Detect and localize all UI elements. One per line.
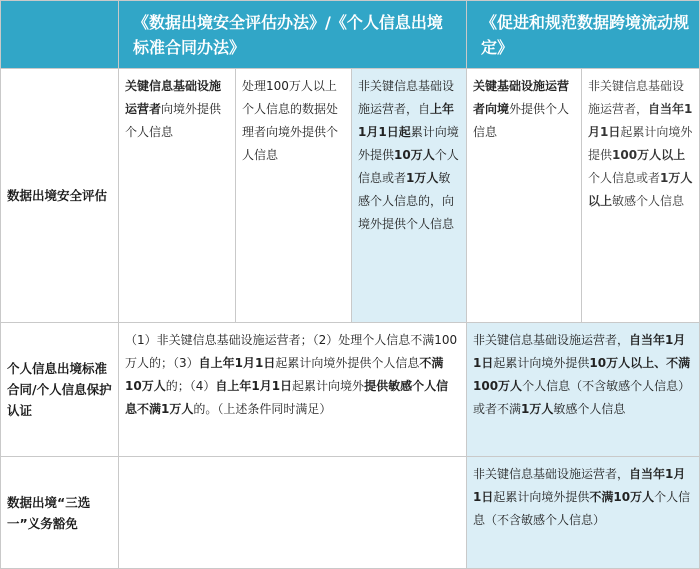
bold-text-segment: 关键基础设施运营者向境 [473,79,570,116]
text-segment: 的。（上述条件同时满足） [193,402,332,416]
text-segment: 个人信息或者 [358,148,459,185]
contract-cell-new-conditions [467,323,700,457]
row-exemption [1,457,700,569]
bold-text-segment: 关键信息基础设施运营者 [125,79,222,116]
assessment-cell-new-non-cii-threshold [582,69,700,323]
bold-text-segment: 不满10万人 [589,490,655,504]
text-segment: 起累计向境外提供个人信息 [275,356,420,370]
bold-text-segment: 自当年1月1日 [473,467,686,504]
bold-text-segment: 100万人以上 [612,148,686,162]
text-segment: 非关键信息基础设施运营者， [588,79,685,116]
bold-text-segment: 提供敏感个人信息不满1万人 [125,379,449,416]
bold-text-segment: 自上年1月1日 [198,356,276,370]
header-cross-border-data-rules: 《促进和规范数据跨境流动规定》 [467,1,700,69]
bold-text-segment: 上年1月1日起 [358,102,455,139]
row-label-exemption: 数据出境“三选一”义务豁免 [1,457,119,569]
text-segment: 处理100万人以上个人信息的数据处理者向境外提供个人信息 [242,79,339,162]
assessment-cell-new-cii-operator [467,69,582,323]
text-segment: 个人信息（不含敏感个人信息） [473,490,691,527]
text-segment: 敏感个人信息 [553,402,626,416]
exemption-cell-old-empty [119,457,467,569]
text-segment: 外提供个人信息 [473,102,570,139]
text-segment: 的；（4） [165,379,216,393]
row-label-standard-contract: 个人信息出境标准合同/个人信息保护认证 [1,323,119,457]
text-segment: （1）非关键信息基础设施运营者；（2）处理个人信息不满100万人的；（3） [125,333,458,370]
bold-text-segment: 10万人以上、不满100万人 [473,356,691,393]
bold-text-segment: 自上年1月1日 [215,379,293,393]
bold-text-segment: 1万人以上 [588,171,693,208]
row-label-security-assessment: 数据出境安全评估 [1,69,119,323]
text-segment: 非关键信息基础设施运营者，自 [358,79,455,116]
header-security-assessment-and-standard-contract: 《数据出境安全评估办法》/《个人信息出境标准合同办法》 [119,1,467,69]
text-segment: 敏感个人信息的，向境外提供个人信息 [358,171,455,231]
text-segment: 累计向境外提供 [358,125,459,162]
exemption-cell-new-conditions [467,457,700,569]
text-segment: 向境外提供个人信息 [125,102,222,139]
text-segment: 起累计向境外 [292,379,365,393]
text-segment: 敏感个人信息 [612,194,685,208]
header-corner [1,1,119,69]
text-segment: 个人信息或者 [588,171,661,185]
assessment-cell-non-cii-threshold [352,69,467,323]
row-security-assessment [1,69,700,323]
header-row [1,1,700,69]
text-segment: 个人信息（不含敏感个人信息）或者不满 [473,379,691,416]
text-segment: 非关键信息基础设施运营者， [473,467,630,481]
bold-text-segment: 1万人 [406,171,439,185]
assessment-cell-million-processor [236,69,352,323]
bold-text-segment: 10万人 [394,148,435,162]
text-segment: 起累计向境外提供 [588,125,693,162]
bold-text-segment: 不满10万人 [125,356,444,393]
assessment-cell-cii-operator [119,69,236,323]
bold-text-segment: 自当年1月1日 [588,102,693,139]
text-segment: 起累计向境外提供 [493,356,590,370]
bold-text-segment: 自当年1月1日 [473,333,686,370]
row-standard-contract [1,323,700,457]
text-segment: 起累计向境外提供 [493,490,590,504]
text-segment: 非关键信息基础设施运营者， [473,333,630,347]
bold-text-segment: 1万人 [521,402,554,416]
contract-cell-old-conditions [119,323,467,457]
